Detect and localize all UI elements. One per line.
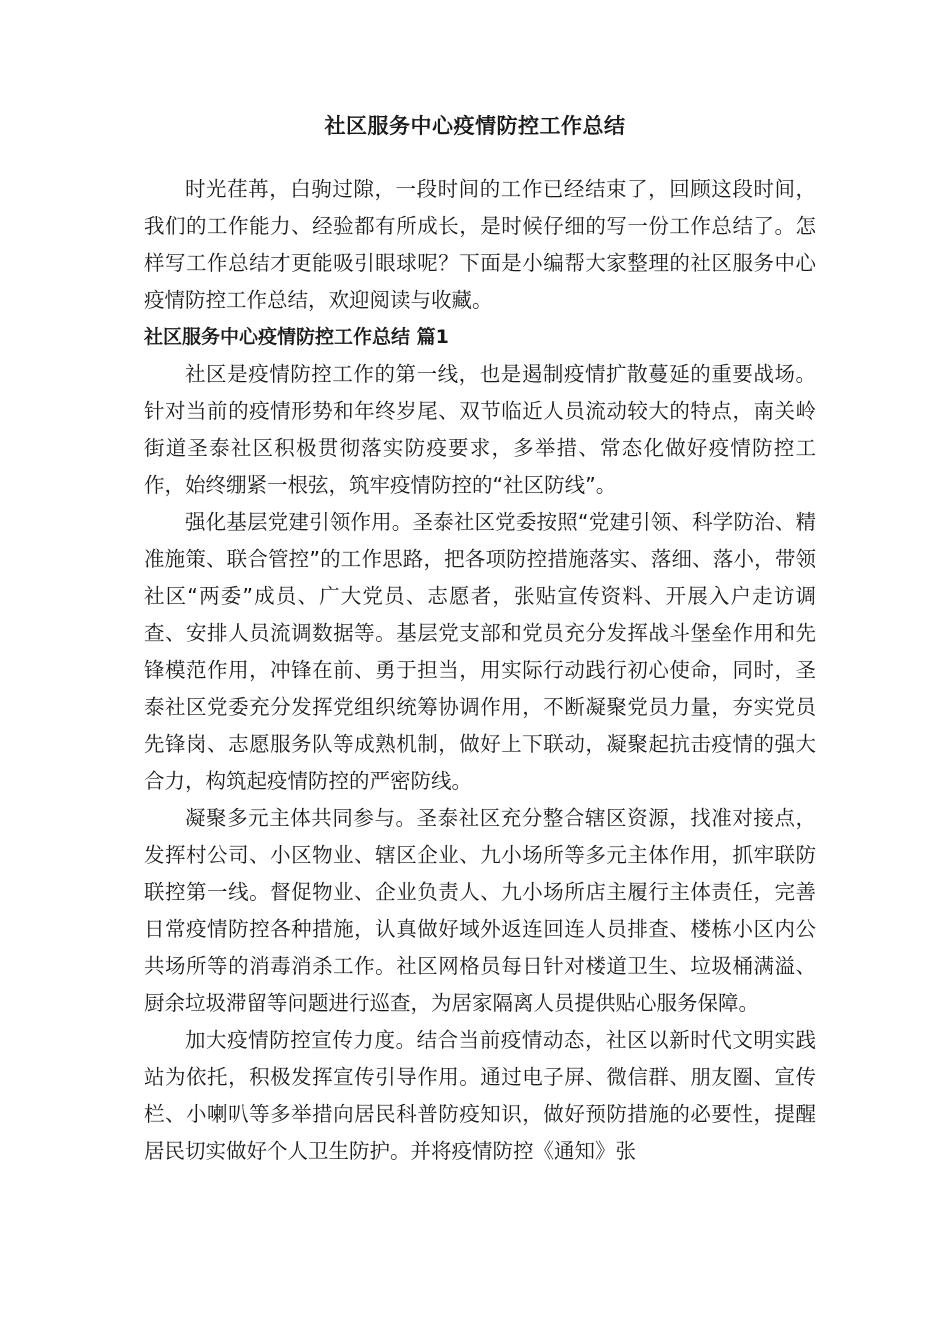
- document-title: 社区服务中心疫情防控工作总结: [324, 114, 626, 138]
- body-paragraph-3: 凝聚多元主体共同参与。圣泰社区充分整合辖区资源，找准对接点，发挥村公司、小区物业、辖区企业、九小场所等多元主体作用，抓牢联防联控第一线。督促物业、企业负责人、九小场所店主履行主体责任，完善日常疫情防控各种措施，认真做好域外返连回连人员排查、楼栋小区内公共场所等的消毒消杀工作。社区网格员每日针对楼道卫生、垃圾桶满溢、厨余垃圾滞留等问题进行巡查，为居家隔离人员提供贴心服务保障。: [144, 806, 816, 1015]
- intro-paragraph: 时光荏苒，白驹过隙，一段时间的工作已经结束了，回顾这段时间，我们的工作能力、经验都有所成长，是时候仔细的写一份工作总结了。怎样写工作总结才更能吸引眼球呢？下面是小编帮大家整理的社区服务中心疫情防控工作总结，欢迎阅读与收藏。: [144, 177, 816, 312]
- body-paragraph-4: 加大疫情防控宣传力度。结合当前疫情动态，社区以新时代文明实践站为依托，积极发挥宣传引导作用。通过电子屏、微信群、朋友圈、宣传栏、小喇叭等多举措向居民科普防疫知识，做好预防措施的必要性，提醒居民切实做好个人卫生防护。并将疫情防控《通知》张: [144, 1028, 816, 1163]
- document-body: [144, 171, 816, 1170]
- body-paragraph-1: 社区是疫情防控工作的第一线，也是遏制疫情扩散蔓延的重要战场。针对当前的疫情形势和年终岁尾、双节临近人员流动较大的特点，南关岭街道圣泰社区积极贯彻落实防疫要求，多举措、常态化做好疫情防控工作，始终绷紧一根弦，筑牢疫情防控的“社区防线”。: [144, 362, 816, 497]
- body-paragraph-2: 强化基层党建引领作用。圣泰社区党委按照“党建引领、科学防治、精准施策、联合管控”的工作思路，把各项防控措施落实、落细、落小，带领社区“两委”成员、广大党员、志愿者，张贴宣传资料、开展入户走访调查、安排人员流调数据等。基层党支部和党员充分发挥战斗堡垒作用和先锋模范作用，冲锋在前、勇于担当，用实际行动践行初心使命，同时，圣泰社区党委充分发挥党组织统筹协调作用，不断凝聚党员力量，夯实党员先锋岗、志愿服务队等成熟机制，做好上下联动，凝聚起抗击疫情的强大合力，构筑起疫情防控的严密防线。: [144, 510, 816, 793]
- section-heading: 社区服务中心疫情防控工作总结 篇1: [144, 326, 449, 348]
